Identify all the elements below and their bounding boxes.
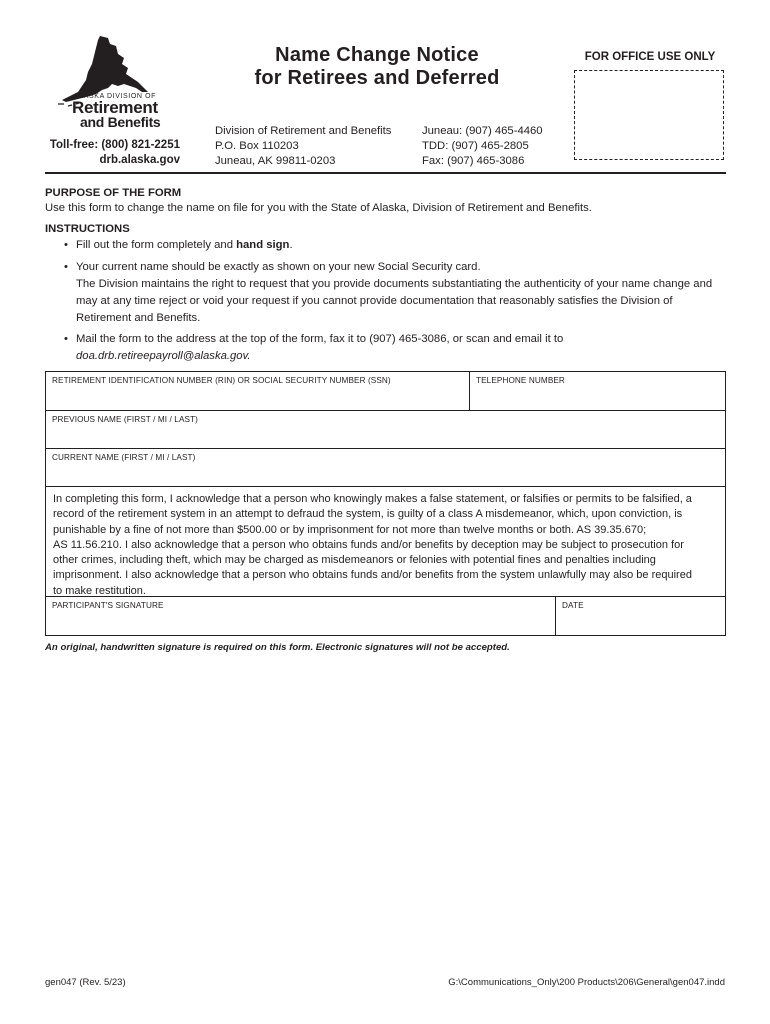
form-revision: gen047 (Rev. 5/23) [45,977,126,988]
date-field[interactable] [560,612,722,634]
purpose-heading: PURPOSE OF THE FORM [45,187,182,199]
contact-block [48,138,180,168]
office-use-box [574,70,724,160]
signature-field[interactable] [50,612,550,634]
title-line-2: for Retirees and Deferred [254,67,500,89]
instruction-text: Retirement and Benefits. [76,312,201,324]
address-line: Division of Retirement and Benefits [215,125,392,137]
ack-line: to make restitution. [53,584,146,597]
instruction-bullet [64,237,293,254]
logo-and-benefits-text: and Benefits [80,114,161,130]
tollfree-number: Toll-free: (800) 821-2251 [49,139,180,151]
current-name-label: CURRENT NAME (FIRST / MI / LAST) [52,453,196,462]
bullet-icon: • [64,261,68,273]
date-label: DATE [562,601,584,610]
instruction-text: The Division maintains the right to request that you provide documents substantiating the authenticity of your name change and [76,278,713,290]
address-line: Juneau, AK 99811-0203 [215,155,336,167]
office-use-label: FOR OFFICE USE ONLY [584,51,716,63]
rin-label: RETIREMENT IDENTIFICATION NUMBER (RIN) OR SOCIAL SECURITY NUMBER (SSN) [52,376,391,385]
previous-name-input[interactable] [50,427,724,449]
signature-divider [45,596,726,597]
phone-contacts [422,124,543,169]
ack-line: record of the retirement system in an attempt to defraud the system, is guilty of a class A misdemeanor, which, upon conviction, is [53,508,683,521]
email-address: doa.drb.retireepayroll@alaska.gov. [76,350,251,362]
ack-line: imprisonment. I also acknowledge that a person who obtains funds and/or benefits from the system unlawfully may also be required [53,569,692,582]
previous-name-label: PREVIOUS NAME (FIRST / MI / LAST) [52,415,198,424]
column-divider [469,371,470,411]
ack-line: AS 11.56.210. I also acknowledge that a person who obtains funds and/or benefits by deception may be subject to prosecution for [53,538,684,551]
instruction-text: . [289,239,293,251]
ack-line: In completing this form, I acknowledge that a person who knowingly makes a false statement, or falsifies or permits to be falsified, a [53,493,692,505]
instructions-heading: INSTRUCTIONS [45,223,130,235]
telephone-input[interactable] [474,388,726,410]
instruction-text: Mail the form to the address at the top of the form, fax it to (907) 465-3086, or scan and email it to [76,333,564,345]
logo-small-text: ALASKA DIVISION OF [74,93,156,100]
telephone-label: TELEPHONE NUMBER [476,376,565,385]
header-divider [45,172,726,174]
signature-note: An original, handwritten signature is required on this form. Electronic signatures will not be accepted. [45,642,510,653]
contact-line: Juneau: (907) 465-4460 [422,125,543,137]
instruction-bold-text: hand sign [236,239,290,251]
signature-label: PARTICIPANT'S SIGNATURE [52,601,164,610]
ack-line: punishable by a fine of not more than $500.00 or by imprisonment for not more than twelve months or both. AS 39.35.670; [53,523,647,536]
rin-input[interactable] [50,388,468,410]
contact-line: TDD: (907) 465-2805 [422,140,529,152]
instruction-bullet [64,259,713,327]
purpose-text: Use this form to change the name on file for you with the State of Alaska, Division of Retirement and Benefits. [45,202,592,214]
ack-line: other crimes, including theft, which may be charged as misdemeanors or felonies with potential fines and penalties including [53,554,656,567]
mailing-address [215,124,391,169]
current-name-input[interactable] [50,465,724,487]
instruction-text: Fill out the form completely and [76,239,237,251]
column-divider [555,596,556,636]
form-title [236,44,518,90]
file-path: G:\Communications_Only\200 Products\206\General\gen047.indd [448,977,725,988]
acknowledgement-text [53,492,723,599]
instruction-text: may at any time reject or void your request if you cannot provide documentation that reasonably satisfies the Division of [76,295,673,307]
contact-line: Fax: (907) 465-3086 [422,155,525,167]
bullet-icon: • [64,333,68,345]
bullet-icon: • [64,239,68,251]
instruction-bullet [64,331,564,365]
website-link[interactable]: drb.alaska.gov [99,154,180,166]
title-line-1: Name Change Notice [275,44,479,66]
instruction-text: Your current name should be exactly as shown on your new Social Security card. [76,261,481,273]
logo-retirement-text: Retirement [72,98,158,117]
address-line: P.O. Box 110203 [215,140,299,152]
